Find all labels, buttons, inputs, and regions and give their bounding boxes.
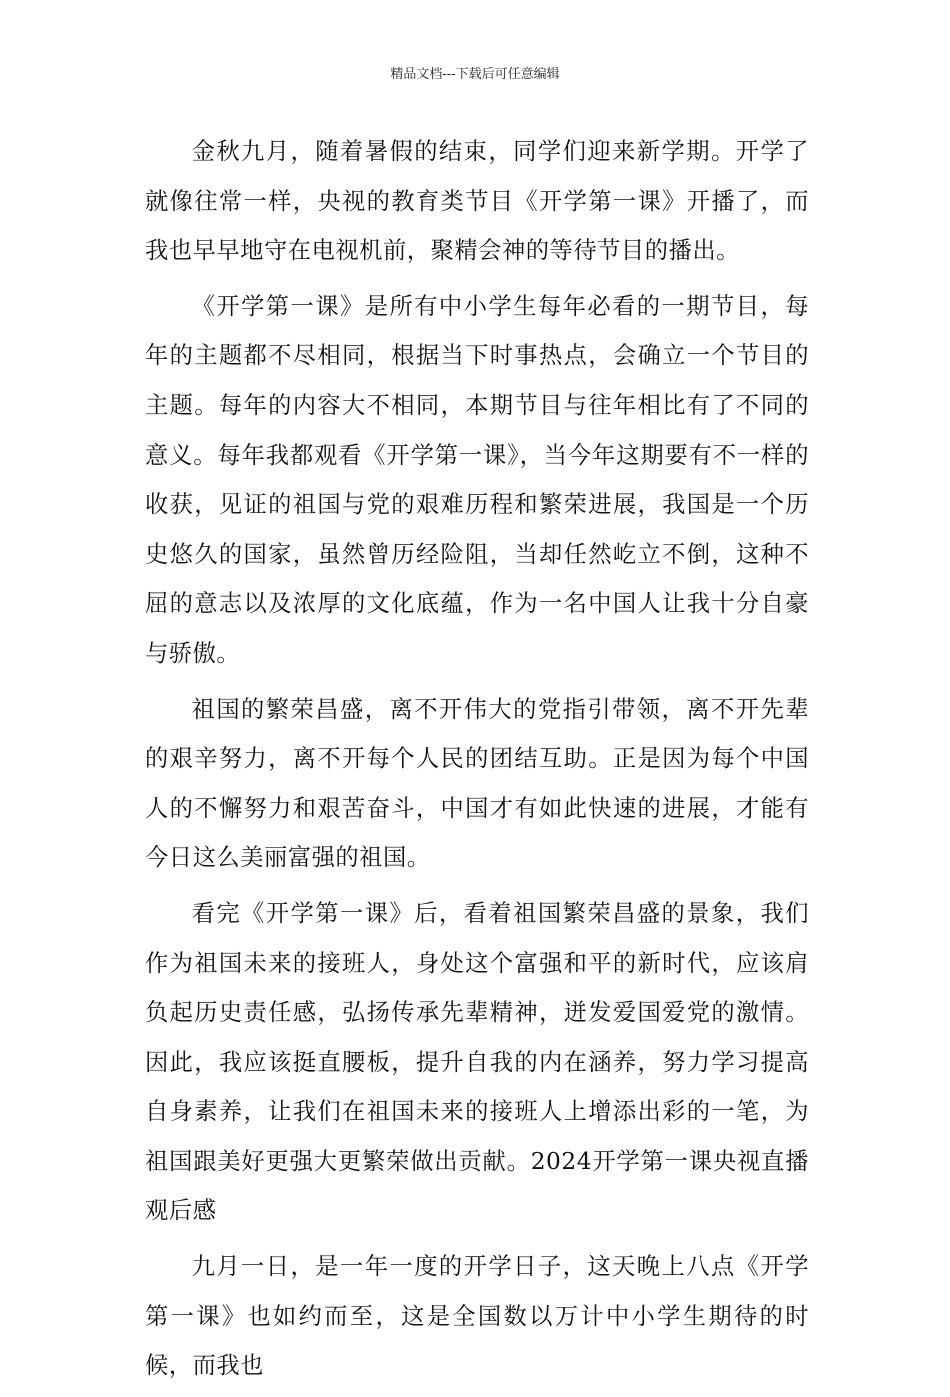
page-header: 精品文档---下载后可任意编辑	[390, 67, 560, 82]
paragraph-5: 九月一日，是一年一度的开学日子，这天晚上八点《开学第一课》也如约而至，这是全国数以万计中小学生期待的时候，而我也	[145, 1253, 809, 1380]
paragraph-3: 祖国的繁荣昌盛，离不开伟大的党指引带领，离不开先辈的艰辛努力，离不开每个人民的团结互助。正是因为每个中国人的不懈努力和艰苦奋斗，中国才有如此快速的进展，才能有今日这么美丽富强的祖国。	[145, 695, 809, 872]
paragraph-1: 金秋九月，随着暑假的结束，同学们迎来新学期。开学了就像往常一样，央视的教育类节目《开学第一课》开播了，而我也早早地守在电视机前，聚精会神的等待节目的播出。	[145, 138, 809, 265]
paragraph-2: 《开学第一课》是所有中小学生每年必看的一期节目，每年的主题都不尽相同，根据当下时事热点，会确立一个节目的主题。每年的内容大不相同，本期节目与往年相比有了不同的意义。每年我都观看《开学第一课》，当今年这期要有不一样的收获，见证的祖国与党的艰难历程和繁荣进展，我国是一个历史悠久的国家，虽然曾历经险阻，当却任然屹立不倒，这种不屈的意志以及浓厚的文化底蕴，作为一名中国人让我十分自豪与骄傲。	[145, 292, 809, 667]
document-body	[145, 127, 809, 1397]
paragraph-4: 看完《开学第一课》后，看着祖国繁荣昌盛的景象，我们作为祖国未来的接班人，身处这个富强和平的新时代，应该肩负起历史责任感，弘扬传承先辈精神，迸发爱国爱党的激情。因此，我应该挺直腰板，提升自我的内在涵养，努力学习提高自身素养，让我们在祖国未来的接班人上增添出彩的一笔，为祖国跟美好更强大更繁荣做出贡献。2024开学第一课央视直播观后感	[145, 899, 809, 1225]
